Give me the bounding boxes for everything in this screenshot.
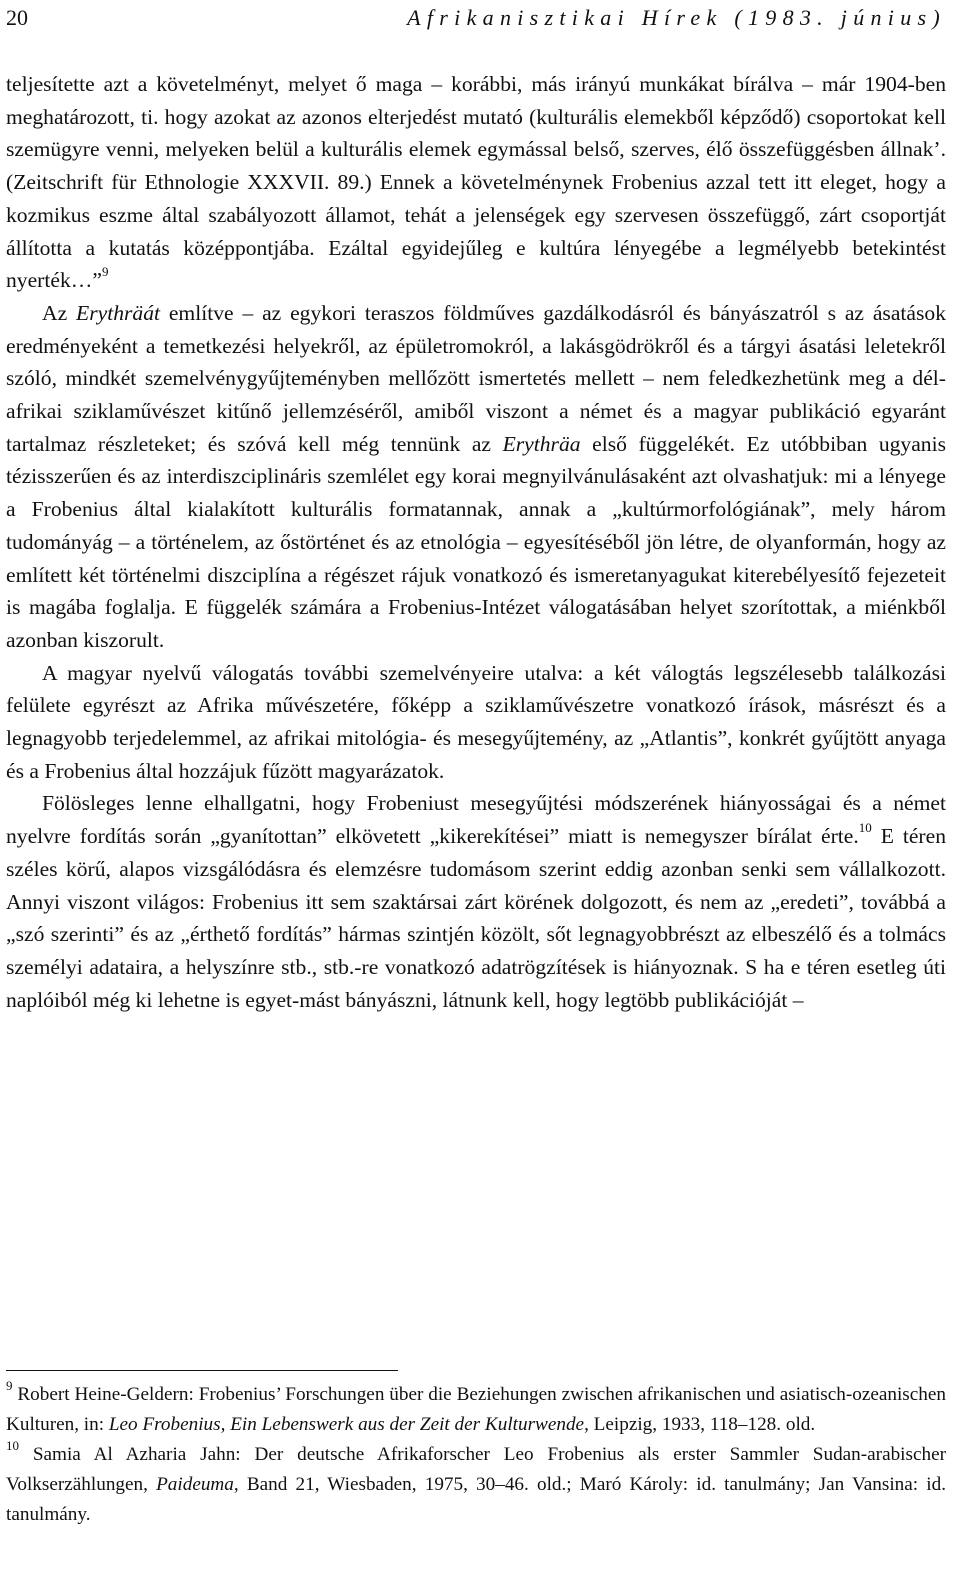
paragraph-2-text-c: említve – az egykori teraszos földműves gazdálkodásról és bányászatról s az ásatások eredményeként a temetkezési helyekről, az épületromokról, a lakásgödrökről és a tárgyi ásatási leletekről szóló, mindkét szemelvénygyűjteményben mellőzött ismertetés mellett – nem feledkezhetünk meg a dél-afrikai sziklaművészet kitűnő jellemzéséről, amiből viszont a német és a magyar publikáció egyaránt tartalmaz részleteket; és szóvá kell még tennünk az <box>6 300 947 456</box>
paragraph-4-text-a: Fölösleges lenne elhallgatni, hogy Frobeniust mesegyűjtési módszerének hiányosságai és a német nyelvre fordítás során „gyanítottan” elkövetett „kikerekítései” miatt is nemegyszer bírálat érte. <box>6 791 946 849</box>
paragraph-2-text-e: első függelékét. Ez utóbbiban ugyanis tézisszerűen és az interdiszciplináris szemlélet egy korai megnyilvánulásaként azt olvashatjuk: mi a lényege a Frobenius által kialakított kulturális formatannak, annak a „kultúrmorfológiának”, mely három tudományág – a történelem, az őstörténet és az etnológia – egyesítéséből jön létre, de olyanformán, hogy az említett két történelmi diszciplína a régészet rájuk vonatkozó és ismeretanyagukat kiterebélyesítő fejezeteit is magába foglalja. E függelék számára a Frobenius-Intézet válogatásában helyet szorítottak, a miénkből azonban kiszorult. <box>6 431 946 652</box>
footnote-separator <box>6 1370 398 1371</box>
paragraph-2 <box>6 297 946 657</box>
paragraph-3: A magyar nyelvű válogatás további szemelvényeire utalva: a két válogtás legszélesebb találkozási felülete egyrészt az Afrika művészetére, főképp a sziklaművészetre vonatkozó írások, másrészt és a legnagyobb terjedelemmel, az afrikai mitológia- és mesegyűjtemény, az „Atlantis”, konkrét gyűjtött anyaga és a Frobenius által hozzájuk fűzött magyarázatok. <box>6 660 946 783</box>
paragraph-2-italic-erythraa: Erythräa <box>502 431 581 456</box>
paragraph-4 <box>6 787 946 1016</box>
body-text <box>6 68 946 1016</box>
paragraph-1 <box>6 68 946 297</box>
footnote-9-number: 9 <box>6 1377 13 1393</box>
footnote-10 <box>6 1437 946 1530</box>
page-header <box>6 0 946 36</box>
footnote-10-number: 10 <box>6 1437 19 1453</box>
footnotes <box>6 1377 946 1530</box>
paragraph-4-text-b: E téren széles körű, alapos vizsgálódásra és elemzésre tudomásom szerint eddig azonban senki sem vállalkozott. Annyi viszont világos: Frobenius itt sem szaktársai zárt körének dolgozott, és nem az „eredeti”, továbbá a „szó szerinti” és az „érthető fordítás” hármas szintjén közölt, sőt legnagyobbrészt az elbeszélő és a tolmács személyi adataira, a helyszínre stb., stb.-re vonatkozó adatrögzítések is hiányoznak. S ha e téren esetleg úti naplóiból még ki lehetne is egyet-mást bányászni, látnunk kell, hogy legtöbb publikációját – <box>6 824 946 1012</box>
page-number: 20 <box>6 5 28 30</box>
paragraph-2-text-a: Az <box>42 300 77 325</box>
footnote-9-text-c: , Leipzig, 1933, 118–128. old. <box>584 1414 816 1435</box>
footnote-9-text-a: Robert Heine-Geldern: Frobenius’ Forschungen über die Beziehungen zwischen afrikanischen und asiatisch-ozeanischen Kulturen, in: <box>6 1384 946 1435</box>
footnote-9-italic-title: Leo Frobenius, Ein Lebenswerk aus der Zeit der Kulturwende <box>108 1414 585 1435</box>
footnote-10-text-c: , Band 21, Wiesbaden, 1975, 30–46. old.; Maró Károly: id. tanulmány; Jan Vansina: id. tanulmány. <box>6 1474 946 1525</box>
footnote-10-italic-journal: Paideuma <box>156 1474 234 1495</box>
paragraph-2-italic-erythraat: Erythräát <box>76 300 161 325</box>
paragraph-1-text: teljesítette azt a követelményt, melyet ő maga – korábbi, más irányú munkákat bírálva – már 1904-ben meghatározott, ti. hogy azokat az azonos elterjedést mutató (kulturális elemekből képződő) csoportokat kell szemügyre venni, melyeken belül a kulturális elemek egymással belső, szerves, élő összefüggésben állnak’. (Zeitschrift für Ethnologie XXXVII. 89.) Ennek a követelménynek Frobenius azzal tett itt eleget, hogy a kozmikus eszme által szabályozott államot, tehát a jelenségek egy szervesen összefüggő, zárt csoportját állította a kutatás középpontjába. Ezáltal egyidejűleg e kultúra lényegébe a legmélyebb betekintést nyerték…” <box>6 72 946 293</box>
footnote-10-text-a: Samia Al Azharia Jahn: Der deutsche Afrikaforscher Leo Frobenius als erster Sammler Sudan-arabischer Volkserzählungen, <box>6 1444 946 1495</box>
footnote-9 <box>6 1377 946 1440</box>
footnote-ref-10[interactable]: 10 <box>858 819 872 835</box>
running-head: Afrikanisztikai Hírek (1983. június) <box>407 5 946 30</box>
footnote-ref-9[interactable]: 9 <box>101 264 109 280</box>
